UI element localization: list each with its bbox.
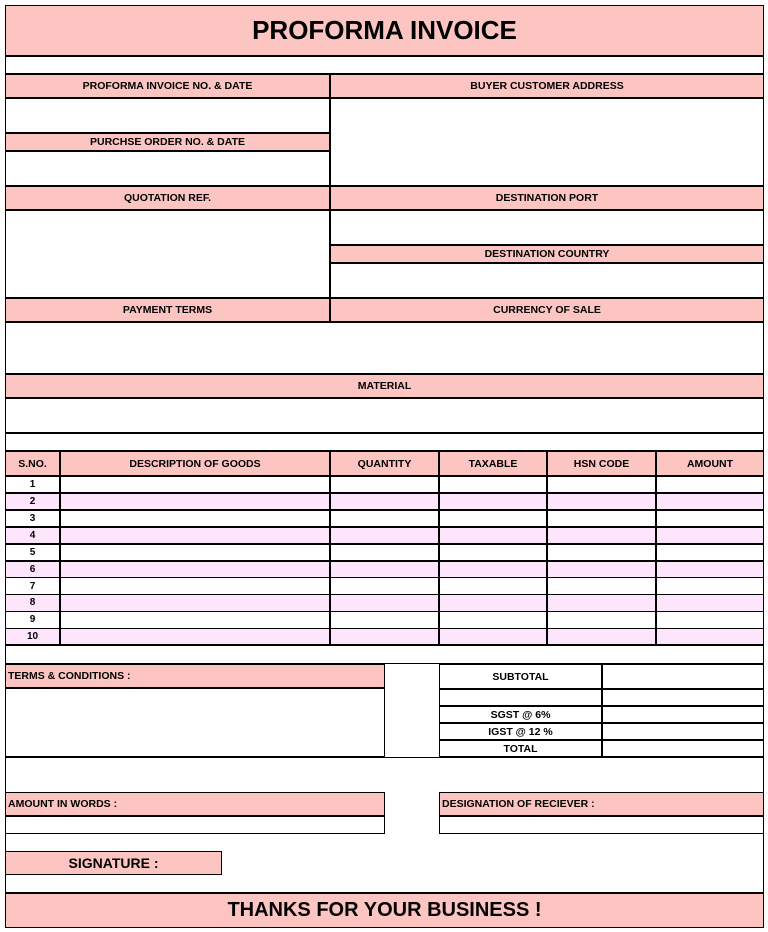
col-header-taxable: TAXABLE <box>439 451 547 476</box>
row-description-cell[interactable] <box>60 561 330 578</box>
row-description-cell[interactable] <box>60 594 330 611</box>
subtotal-value[interactable] <box>602 664 764 689</box>
row-description-cell[interactable] <box>60 628 330 645</box>
row-taxable-cell[interactable] <box>439 544 547 561</box>
proforma-no-label: PROFORMA INVOICE NO. & DATE <box>5 74 330 98</box>
row-description-cell[interactable] <box>60 510 330 527</box>
row-taxable-cell[interactable] <box>439 594 547 611</box>
row-quantity-cell[interactable] <box>330 594 439 611</box>
row-hsn-code-cell[interactable] <box>547 611 656 628</box>
designation-field[interactable] <box>439 816 764 834</box>
row-amount-cell[interactable] <box>656 561 764 578</box>
row-amount-cell[interactable] <box>656 493 764 510</box>
row-hsn-code-cell[interactable] <box>547 628 656 645</box>
col-header-quantity: QUANTITY <box>330 451 439 476</box>
row-number: 6 <box>5 561 60 578</box>
destination-country-label: DESTINATION COUNTRY <box>330 245 764 263</box>
thanks-footer: THANKS FOR YOUR BUSINESS ! <box>5 893 764 928</box>
col-header-sno: S.NO. <box>5 451 60 476</box>
col-header-description: DESCRIPTION OF GOODS <box>60 451 330 476</box>
purchase-order-field[interactable] <box>5 151 330 186</box>
payment-currency-field[interactable] <box>5 322 764 374</box>
row-hsn-code-cell[interactable] <box>547 493 656 510</box>
row-description-cell[interactable] <box>60 527 330 544</box>
row-number: 8 <box>5 594 60 611</box>
designation-label: DESIGNATION OF RECIEVER : <box>439 792 764 816</box>
material-label: MATERIAL <box>5 374 764 398</box>
spacer-row <box>5 56 764 74</box>
row-amount-cell[interactable] <box>656 527 764 544</box>
destination-port-field[interactable] <box>330 210 764 245</box>
destination-port-label: DESTINATION PORT <box>330 186 764 210</box>
row-number: 9 <box>5 611 60 628</box>
row-hsn-code-cell[interactable] <box>547 510 656 527</box>
row-quantity-cell[interactable] <box>330 544 439 561</box>
terms-field[interactable] <box>5 688 385 757</box>
row-description-cell[interactable] <box>60 476 330 493</box>
col-header-amount: AMOUNT <box>656 451 764 476</box>
quotation-ref-label: QUOTATION REF. <box>5 186 330 210</box>
row-quantity-cell[interactable] <box>330 476 439 493</box>
purchase-order-label: PURCHSE ORDER NO. & DATE <box>5 133 330 151</box>
row-taxable-cell[interactable] <box>439 476 547 493</box>
row-hsn-code-cell[interactable] <box>547 594 656 611</box>
sgst-value[interactable] <box>602 706 764 723</box>
row-taxable-cell[interactable] <box>439 611 547 628</box>
row-amount-cell[interactable] <box>656 611 764 628</box>
row-hsn-code-cell[interactable] <box>547 527 656 544</box>
row-taxable-cell[interactable] <box>439 628 547 645</box>
row-hsn-code-cell[interactable] <box>547 577 656 594</box>
material-field[interactable] <box>5 398 764 433</box>
row-description-cell[interactable] <box>60 493 330 510</box>
row-taxable-cell[interactable] <box>439 561 547 578</box>
quotation-ref-field[interactable] <box>5 210 330 298</box>
spacer-row <box>5 433 764 451</box>
row-number: 5 <box>5 544 60 561</box>
currency-label: CURRENCY OF SALE <box>330 298 764 322</box>
row-quantity-cell[interactable] <box>330 493 439 510</box>
row-hsn-code-cell[interactable] <box>547 476 656 493</box>
row-taxable-cell[interactable] <box>439 510 547 527</box>
blank-total-label <box>439 689 602 706</box>
igst-value[interactable] <box>602 723 764 740</box>
row-quantity-cell[interactable] <box>330 628 439 645</box>
row-hsn-code-cell[interactable] <box>547 561 656 578</box>
row-number: 7 <box>5 577 60 594</box>
proforma-no-field[interactable] <box>5 98 330 133</box>
row-taxable-cell[interactable] <box>439 577 547 594</box>
total-label: TOTAL <box>439 740 602 757</box>
row-number: 4 <box>5 527 60 544</box>
row-amount-cell[interactable] <box>656 544 764 561</box>
spacer-row <box>5 645 764 664</box>
igst-label: IGST @ 12 % <box>439 723 602 740</box>
row-hsn-code-cell[interactable] <box>547 544 656 561</box>
amount-in-words-label: AMOUNT IN WORDS : <box>5 792 385 816</box>
row-amount-cell[interactable] <box>656 628 764 645</box>
row-quantity-cell[interactable] <box>330 510 439 527</box>
row-description-cell[interactable] <box>60 611 330 628</box>
spacer-row <box>5 875 764 893</box>
page-title: PROFORMA INVOICE <box>5 5 764 56</box>
payment-terms-label: PAYMENT TERMS <box>5 298 330 322</box>
subtotal-label: SUBTOTAL <box>439 664 602 689</box>
destination-country-field[interactable] <box>330 263 764 298</box>
terms-label: TERMS & CONDITIONS : <box>5 664 385 688</box>
row-quantity-cell[interactable] <box>330 577 439 594</box>
row-number: 2 <box>5 493 60 510</box>
blank-total-value[interactable] <box>602 689 764 706</box>
row-taxable-cell[interactable] <box>439 527 547 544</box>
row-number: 1 <box>5 476 60 493</box>
row-quantity-cell[interactable] <box>330 561 439 578</box>
row-amount-cell[interactable] <box>656 594 764 611</box>
row-amount-cell[interactable] <box>656 510 764 527</box>
sgst-label: SGST @ 6% <box>439 706 602 723</box>
total-value[interactable] <box>602 740 764 757</box>
col-header-hsn-code: HSN CODE <box>547 451 656 476</box>
row-description-cell[interactable] <box>60 544 330 561</box>
spacer-row <box>5 757 764 792</box>
row-quantity-cell[interactable] <box>330 611 439 628</box>
row-amount-cell[interactable] <box>656 577 764 594</box>
row-number: 3 <box>5 510 60 527</box>
row-taxable-cell[interactable] <box>439 493 547 510</box>
buyer-address-label: BUYER CUSTOMER ADDRESS <box>330 74 764 98</box>
buyer-address-field[interactable] <box>330 98 764 186</box>
amount-in-words-field[interactable] <box>5 816 385 834</box>
row-number: 10 <box>5 628 60 645</box>
row-amount-cell[interactable] <box>656 476 764 493</box>
signature-label: SIGNATURE : <box>5 851 222 875</box>
row-description-cell[interactable] <box>60 577 330 594</box>
row-quantity-cell[interactable] <box>330 527 439 544</box>
